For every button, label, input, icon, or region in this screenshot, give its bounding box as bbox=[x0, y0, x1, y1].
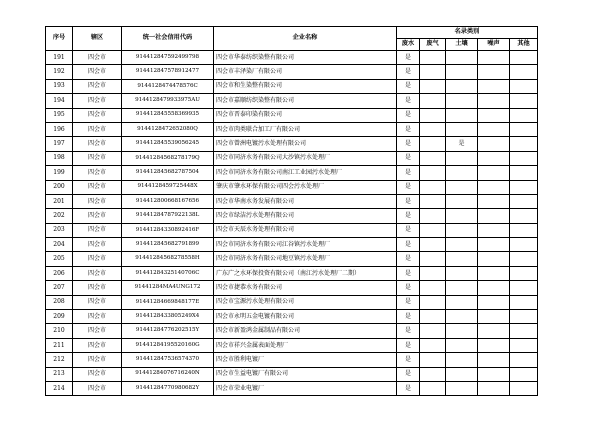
cell-category-wastewater: 是 bbox=[397, 295, 420, 309]
cell-category-exhaust-gas bbox=[420, 238, 446, 252]
cell-category-other bbox=[510, 180, 538, 194]
cell-district: 四会市 bbox=[73, 94, 122, 108]
table-row bbox=[46, 252, 538, 266]
cell-credit-code: 9144128433​0892416F bbox=[122, 223, 214, 237]
cell-category-exhaust-gas bbox=[420, 122, 446, 136]
cell-category-soil bbox=[446, 223, 478, 237]
cell-category-soil bbox=[446, 281, 478, 295]
cell-credit-code: 914412847265​2080Q bbox=[122, 122, 214, 136]
cell-category-other bbox=[510, 151, 538, 165]
table-row bbox=[46, 65, 538, 79]
cell-company-name: 四会市天辰水务处理有限公司 bbox=[214, 223, 397, 237]
cell-company-name: 四会市同济水务有限公司江谷镇污水处理厂 bbox=[214, 238, 397, 252]
cell-category-soil bbox=[446, 151, 478, 165]
table-row bbox=[46, 353, 538, 367]
cell-credit-code: 91441284787922​138L bbox=[122, 209, 214, 223]
cell-district: 四会市 bbox=[73, 310, 122, 324]
cell-seq: 201 bbox=[46, 194, 73, 208]
cell-district: 四会市 bbox=[73, 166, 122, 180]
cell-category-noise bbox=[478, 223, 510, 237]
header-credit-code: 统一社会信用代码 bbox=[122, 27, 214, 51]
table-row bbox=[46, 381, 538, 395]
header-category-noise: 噪声 bbox=[478, 39, 510, 51]
cell-category-exhaust-gas bbox=[420, 338, 446, 352]
cell-category-soil bbox=[446, 194, 478, 208]
cell-category-wastewater: 是 bbox=[397, 94, 420, 108]
cell-category-other bbox=[510, 209, 538, 223]
table-row bbox=[46, 209, 538, 223]
cell-credit-code: 914412845682791899 bbox=[122, 238, 214, 252]
cell-district: 四会市 bbox=[73, 252, 122, 266]
cell-category-wastewater: 是 bbox=[397, 137, 420, 151]
table-row bbox=[46, 51, 538, 65]
cell-district: 四会市 bbox=[73, 137, 122, 151]
cell-seq: 208 bbox=[46, 295, 73, 309]
cell-seq: 205 bbox=[46, 252, 73, 266]
cell-company-name: 四会市同济水务有限公司大沙镇污水处理厂 bbox=[214, 151, 397, 165]
cell-company-name: 四会市同济水务有限公司南江工业园污水处理厂 bbox=[214, 166, 397, 180]
cell-district: 四会市 bbox=[73, 338, 122, 352]
cell-credit-code: 9144128432514​0706C bbox=[122, 266, 214, 280]
cell-company-name: 四会市曾洲电镀污水处理有限公司 bbox=[214, 137, 397, 151]
cell-category-wastewater: 是 bbox=[397, 324, 420, 338]
header-category-group: 名录类别 bbox=[397, 27, 538, 39]
cell-category-soil bbox=[446, 295, 478, 309]
cell-category-wastewater: 是 bbox=[397, 381, 420, 395]
cell-category-wastewater: 是 bbox=[397, 65, 420, 79]
cell-category-soil bbox=[446, 324, 478, 338]
header-category-wastewater: 废水 bbox=[397, 39, 420, 51]
header-seq: 序号 bbox=[46, 27, 73, 51]
cell-company-name: 四会市宝源污水处理有限公司 bbox=[214, 295, 397, 309]
cell-category-soil bbox=[446, 108, 478, 122]
cell-category-exhaust-gas bbox=[420, 137, 446, 151]
cell-seq: 191 bbox=[46, 51, 73, 65]
cell-category-soil bbox=[446, 238, 478, 252]
cell-category-exhaust-gas bbox=[420, 367, 446, 381]
cell-category-noise bbox=[478, 151, 510, 165]
cell-category-noise bbox=[478, 194, 510, 208]
cell-category-other bbox=[510, 338, 538, 352]
cell-category-noise bbox=[478, 281, 510, 295]
cell-category-soil bbox=[446, 94, 478, 108]
cell-company-name: 四会市生益电镀厂有限公司 bbox=[214, 367, 397, 381]
cell-category-wastewater: 是 bbox=[397, 252, 420, 266]
table-row bbox=[46, 122, 538, 136]
cell-district: 四会市 bbox=[73, 238, 122, 252]
cell-category-noise bbox=[478, 180, 510, 194]
cell-credit-code: 91441284770980682Y bbox=[122, 381, 214, 395]
cell-category-wastewater: 是 bbox=[397, 194, 420, 208]
table-row bbox=[46, 281, 538, 295]
cell-category-wastewater: 是 bbox=[397, 223, 420, 237]
cell-category-exhaust-gas bbox=[420, 108, 446, 122]
cell-company-name: 四会市绿洁污水处理有限公司 bbox=[214, 209, 397, 223]
cell-category-soil: 是 bbox=[446, 137, 478, 151]
cell-category-exhaust-gas bbox=[420, 94, 446, 108]
cell-category-exhaust-gas bbox=[420, 209, 446, 223]
cell-district: 四会市 bbox=[73, 180, 122, 194]
table-row bbox=[46, 295, 538, 309]
cell-category-other bbox=[510, 381, 538, 395]
cell-category-noise bbox=[478, 367, 510, 381]
cell-seq: 211 bbox=[46, 338, 73, 352]
cell-seq: 203 bbox=[46, 223, 73, 237]
cell-category-noise bbox=[478, 51, 510, 65]
cell-category-other bbox=[510, 281, 538, 295]
cell-credit-code: 914412843​3805249X4 bbox=[122, 310, 214, 324]
cell-category-soil bbox=[446, 338, 478, 352]
cell-company-name: 四会市胜利电镀厂 bbox=[214, 353, 397, 367]
cell-category-noise bbox=[478, 65, 510, 79]
cell-company-name: 四会市祥兴金属表面处理厂 bbox=[214, 338, 397, 352]
cell-category-soil bbox=[446, 166, 478, 180]
cell-category-noise bbox=[478, 238, 510, 252]
cell-category-soil bbox=[446, 266, 478, 280]
cell-category-wastewater: 是 bbox=[397, 281, 420, 295]
cell-credit-code: 91441284195520160G bbox=[122, 338, 214, 352]
cell-category-exhaust-gas bbox=[420, 353, 446, 367]
cell-credit-code: 91441284757891247​7 bbox=[122, 65, 214, 79]
cell-seq: 214 bbox=[46, 381, 73, 395]
cell-category-noise bbox=[478, 79, 510, 93]
cell-category-wastewater: 是 bbox=[397, 310, 420, 324]
cell-district: 四会市 bbox=[73, 122, 122, 136]
cell-seq: 194 bbox=[46, 94, 73, 108]
cell-category-other bbox=[510, 122, 538, 136]
cell-seq: 202 bbox=[46, 209, 73, 223]
cell-category-soil bbox=[446, 209, 478, 223]
cell-category-wastewater: 是 bbox=[397, 180, 420, 194]
cell-category-wastewater: 是 bbox=[397, 122, 420, 136]
cell-category-noise bbox=[478, 209, 510, 223]
cell-category-exhaust-gas bbox=[420, 194, 446, 208]
cell-category-noise bbox=[478, 122, 510, 136]
cell-category-noise bbox=[478, 108, 510, 122]
cell-category-other bbox=[510, 367, 538, 381]
cell-credit-code: 9144128475924997​98 bbox=[122, 51, 214, 65]
cell-category-noise bbox=[478, 324, 510, 338]
pollutant-directory-table bbox=[45, 26, 538, 396]
cell-credit-code: 9144128456827817​9Q bbox=[122, 151, 214, 165]
cell-company-name: 四会市捷恭水务有限公司 bbox=[214, 281, 397, 295]
cell-category-noise bbox=[478, 295, 510, 309]
cell-seq: 210 bbox=[46, 324, 73, 338]
cell-seq: 200 bbox=[46, 180, 73, 194]
cell-seq: 212 bbox=[46, 353, 73, 367]
cell-company-name: 四会市永明五金电镀有限公司 bbox=[214, 310, 397, 324]
cell-category-soil bbox=[446, 79, 478, 93]
cell-category-exhaust-gas bbox=[420, 252, 446, 266]
cell-district: 四会市 bbox=[73, 65, 122, 79]
table-row bbox=[46, 166, 538, 180]
cell-category-exhaust-gas bbox=[420, 324, 446, 338]
cell-category-soil bbox=[446, 252, 478, 266]
cell-company-name: 四会市荣业电镀厂 bbox=[214, 381, 397, 395]
cell-category-soil bbox=[446, 180, 478, 194]
cell-category-other bbox=[510, 194, 538, 208]
cell-category-wastewater: 是 bbox=[397, 166, 420, 180]
cell-category-noise bbox=[478, 166, 510, 180]
header-category-soil: 土壤 bbox=[446, 39, 478, 51]
cell-district: 四会市 bbox=[73, 281, 122, 295]
cell-category-other bbox=[510, 94, 538, 108]
cell-credit-code: 91441284568278558H bbox=[122, 252, 214, 266]
cell-category-wastewater: 是 bbox=[397, 238, 420, 252]
cell-seq: 196 bbox=[46, 122, 73, 136]
cell-category-other bbox=[510, 108, 538, 122]
table-row bbox=[46, 151, 538, 165]
cell-category-exhaust-gas bbox=[420, 65, 446, 79]
cell-category-wastewater: 是 bbox=[397, 266, 420, 280]
cell-category-soil bbox=[446, 51, 478, 65]
cell-category-noise bbox=[478, 310, 510, 324]
cell-category-exhaust-gas bbox=[420, 381, 446, 395]
cell-category-soil bbox=[446, 381, 478, 395]
cell-category-other bbox=[510, 324, 538, 338]
cell-category-other bbox=[510, 166, 538, 180]
cell-company-name: 四会市肉类联合加工厂有限公司 bbox=[214, 122, 397, 136]
table-row bbox=[46, 79, 538, 93]
cell-seq: 193 bbox=[46, 79, 73, 93]
cell-seq: 195 bbox=[46, 108, 73, 122]
table-row bbox=[46, 338, 538, 352]
cell-district: 四会市 bbox=[73, 295, 122, 309]
cell-district: 四会市 bbox=[73, 79, 122, 93]
cell-category-noise bbox=[478, 353, 510, 367]
table-row bbox=[46, 367, 538, 381]
cell-category-exhaust-gas bbox=[420, 295, 446, 309]
table-body bbox=[46, 51, 538, 396]
cell-category-other bbox=[510, 252, 538, 266]
cell-credit-code: 91441284744785​76C bbox=[122, 79, 214, 93]
table-row bbox=[46, 194, 538, 208]
cell-credit-code: 914412845539​0562​45 bbox=[122, 137, 214, 151]
cell-company-name: 四会市和生染整有限公司 bbox=[214, 79, 397, 93]
cell-credit-code: 914412847993397​5AU bbox=[122, 94, 214, 108]
cell-category-exhaust-gas bbox=[420, 310, 446, 324]
cell-category-wastewater: 是 bbox=[397, 338, 420, 352]
cell-district: 四会市 bbox=[73, 209, 122, 223]
cell-category-wastewater: 是 bbox=[397, 367, 420, 381]
cell-category-soil bbox=[446, 65, 478, 79]
cell-company-name: 四会市华南水务发展有限公司 bbox=[214, 194, 397, 208]
table-row bbox=[46, 137, 538, 151]
cell-seq: 206 bbox=[46, 266, 73, 280]
cell-category-noise bbox=[478, 338, 510, 352]
cell-category-exhaust-gas bbox=[420, 166, 446, 180]
header-category-exhaust-gas: 废气 bbox=[420, 39, 446, 51]
cell-category-noise bbox=[478, 381, 510, 395]
cell-district: 四会市 bbox=[73, 367, 122, 381]
cell-category-exhaust-gas bbox=[420, 223, 446, 237]
cell-credit-code: 91441284MA4UNG172 bbox=[122, 281, 214, 295]
cell-credit-code: 91441284753​6574370 bbox=[122, 353, 214, 367]
cell-category-wastewater: 是 bbox=[397, 209, 420, 223]
cell-category-wastewater: 是 bbox=[397, 51, 420, 65]
cell-credit-code: 914412800668​1676​56 bbox=[122, 194, 214, 208]
cell-seq: 192 bbox=[46, 65, 73, 79]
table-row bbox=[46, 238, 538, 252]
table-row bbox=[46, 266, 538, 280]
pollutant-directory-sheet bbox=[45, 26, 538, 396]
cell-district: 四会市 bbox=[73, 108, 122, 122]
cell-seq: 198 bbox=[46, 151, 73, 165]
cell-seq: 213 bbox=[46, 367, 73, 381]
header-company-name: 企业名称 bbox=[214, 27, 397, 51]
cell-company-name: 四会市嘉顺纺织染整有限公司 bbox=[214, 94, 397, 108]
header-district: 辖区 bbox=[73, 27, 122, 51]
cell-company-name: 广东广之水环保投资有限公司（南江污水处理厂二期） bbox=[214, 266, 397, 280]
cell-credit-code: 9144128407671624​0N bbox=[122, 367, 214, 381]
table-row bbox=[46, 108, 538, 122]
cell-category-wastewater: 是 bbox=[397, 151, 420, 165]
cell-category-wastewater: 是 bbox=[397, 108, 420, 122]
cell-category-noise bbox=[478, 94, 510, 108]
cell-category-noise bbox=[478, 252, 510, 266]
cell-company-name: 四会市丰泽染厂有限公司 bbox=[214, 65, 397, 79]
cell-category-wastewater: 是 bbox=[397, 79, 420, 93]
cell-category-exhaust-gas bbox=[420, 51, 446, 65]
cell-company-name: 四会市新盈鸿金属制品有限公司 bbox=[214, 324, 397, 338]
cell-district: 四会市 bbox=[73, 51, 122, 65]
cell-category-other bbox=[510, 223, 538, 237]
cell-category-exhaust-gas bbox=[420, 281, 446, 295]
cell-seq: 204 bbox=[46, 238, 73, 252]
table-row bbox=[46, 310, 538, 324]
cell-category-other bbox=[510, 266, 538, 280]
table-row bbox=[46, 94, 538, 108]
cell-category-other bbox=[510, 65, 538, 79]
cell-district: 四会市 bbox=[73, 353, 122, 367]
cell-category-other bbox=[510, 51, 538, 65]
cell-seq: 199 bbox=[46, 166, 73, 180]
cell-category-soil bbox=[446, 367, 478, 381]
cell-category-soil bbox=[446, 353, 478, 367]
cell-district: 四会市 bbox=[73, 194, 122, 208]
cell-category-soil bbox=[446, 122, 478, 136]
cell-category-other bbox=[510, 238, 538, 252]
cell-category-other bbox=[510, 310, 538, 324]
cell-credit-code: 91441284776202515Y bbox=[122, 324, 214, 338]
cell-category-exhaust-gas bbox=[420, 79, 446, 93]
cell-category-soil bbox=[446, 310, 478, 324]
table-row bbox=[46, 223, 538, 237]
cell-seq: 197 bbox=[46, 137, 73, 151]
cell-category-other bbox=[510, 137, 538, 151]
cell-credit-code: 9144128466​9848177E bbox=[122, 295, 214, 309]
cell-district: 四会市 bbox=[73, 324, 122, 338]
cell-category-noise bbox=[478, 266, 510, 280]
cell-category-other bbox=[510, 353, 538, 367]
cell-category-wastewater: 是 bbox=[397, 353, 420, 367]
cell-category-other bbox=[510, 79, 538, 93]
cell-company-name: 肇庆市肇水环保有限公司四会污水处理厂 bbox=[214, 180, 397, 194]
header-category-other: 其他 bbox=[510, 39, 538, 51]
cell-category-noise bbox=[478, 137, 510, 151]
cell-district: 四会市 bbox=[73, 151, 122, 165]
cell-company-name: 四会市同济水务有限公司地豆镇污水处理厂 bbox=[214, 252, 397, 266]
cell-credit-code: 9144128455583​69935 bbox=[122, 108, 214, 122]
cell-district: 四会市 bbox=[73, 381, 122, 395]
cell-seq: 207 bbox=[46, 281, 73, 295]
cell-category-exhaust-gas bbox=[420, 266, 446, 280]
cell-company-name: 四会市华泰纺织染整有限公司 bbox=[214, 51, 397, 65]
cell-category-exhaust-gas bbox=[420, 151, 446, 165]
cell-district: 四会市 bbox=[73, 223, 122, 237]
cell-company-name: 四会市晋泰印染有限公司 bbox=[214, 108, 397, 122]
cell-credit-code: 914412845682787504 bbox=[122, 166, 214, 180]
table-row bbox=[46, 180, 538, 194]
cell-seq: 209 bbox=[46, 310, 73, 324]
cell-credit-code: 914412845972544​8X bbox=[122, 180, 214, 194]
cell-category-other bbox=[510, 295, 538, 309]
cell-category-exhaust-gas bbox=[420, 180, 446, 194]
table-row bbox=[46, 324, 538, 338]
cell-district: 四会市 bbox=[73, 266, 122, 280]
